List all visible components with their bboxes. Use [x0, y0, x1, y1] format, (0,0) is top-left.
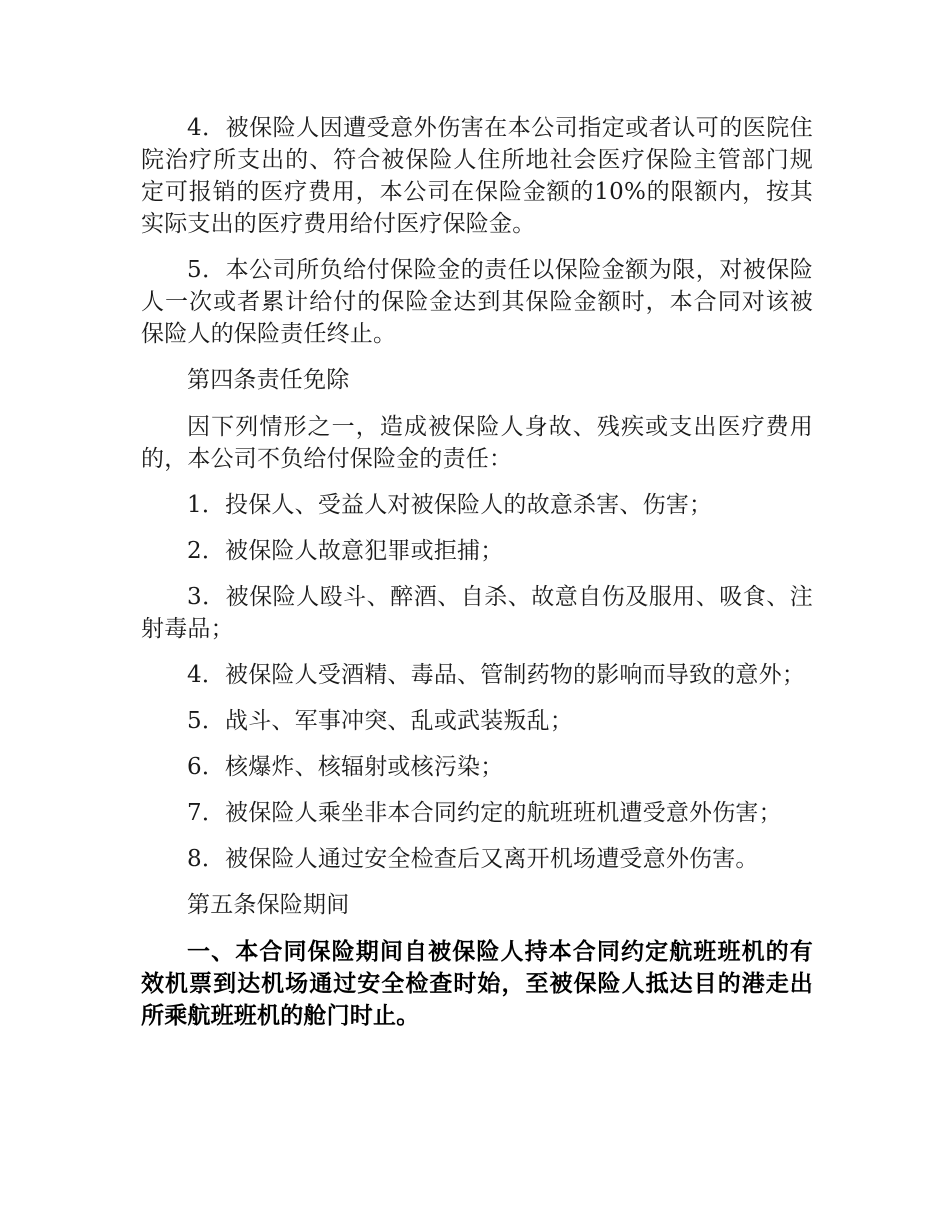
exclusion-item-8: 8．被保险人通过安全检查后又离开机场遭受意外伤害。 — [187, 846, 759, 872]
exclusion-item-7: 7．被保险人乘坐非本合同约定的航班班机遭受意外伤害； — [187, 800, 782, 826]
document-body — [141, 112, 813, 1046]
exclusion-item-5: 5．战斗、军事冲突、乱或武装叛乱； — [187, 708, 574, 734]
exclusion-item-2: 2．被保险人故意犯罪或拒捕； — [187, 538, 504, 564]
exclusion-item-4: 4．被保险人受酒精、毒品、管制药物的影响而导致的意外； — [187, 662, 806, 688]
clause-liability-limit: 5．本公司所负给付保险金的责任以保险金额为限，对被保险人一次或者累计给付的保险金达到其保险金额时，本合同对该被保险人的保险责任终止。 — [141, 257, 813, 347]
exclusion-item-1: 1．投保人、受益人对被保险人的故意杀害、伤害； — [187, 492, 713, 518]
article-5-heading: 第五条保险期间 — [187, 892, 350, 918]
exclusion-item-6: 6．核爆炸、核辐射或核污染； — [187, 754, 504, 780]
insurance-period-clause: 一、本合同保险期间自被保险人持本合同约定航班班机的有效机票到达机场通过安全检查时始，至被保险人抵达目的港走出所乘航班班机的舱门时止。 — [141, 938, 813, 1029]
clause-medical-expense: 4．被保险人因遭受意外伤害在本公司指定或者认可的医院住院治疗所支出的、符合被保险人住所地社会医疗保险主管部门规定可报销的医疗费用，本公司在保险金额的10%的限额内，按其实际支出的医疗费用给付医疗保险金。 — [141, 115, 813, 237]
exclusion-intro: 因下列情形之一，造成被保险人身故、残疾或支出医疗费用的，本公司不负给付保险金的责任： — [141, 414, 813, 472]
article-4-heading: 第四条责任免除 — [187, 367, 350, 393]
exclusion-item-3: 3．被保险人殴斗、醉酒、自杀、故意自伤及服用、吸食、注射毒品； — [141, 584, 813, 642]
